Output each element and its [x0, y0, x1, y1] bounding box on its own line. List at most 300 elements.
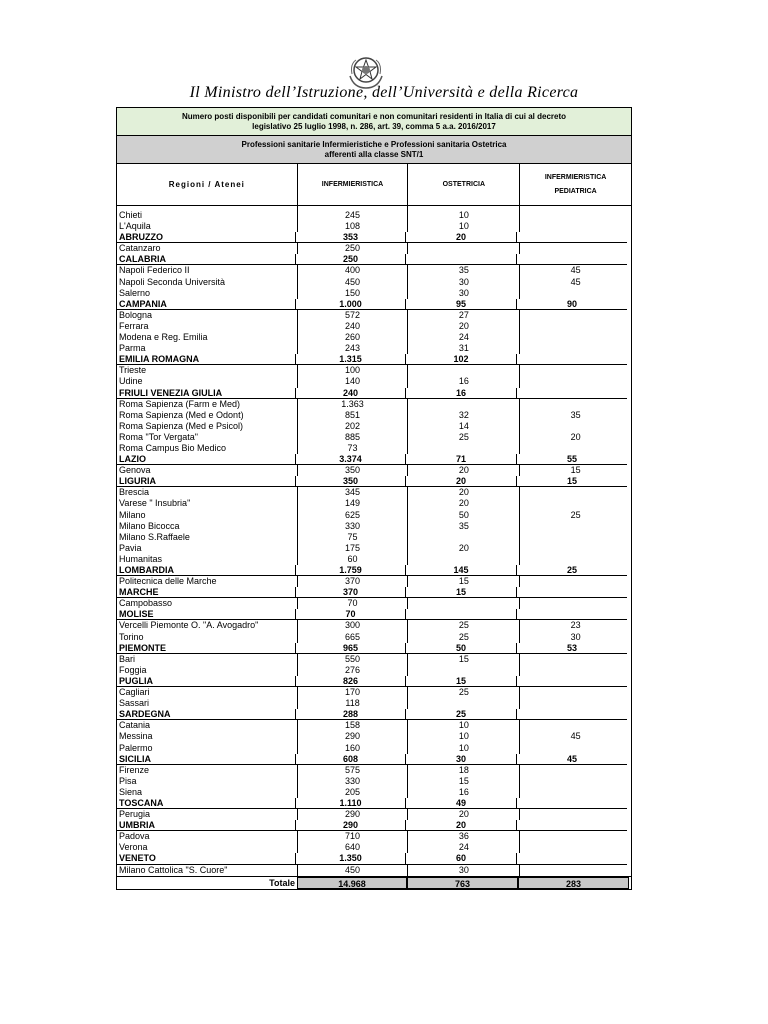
- cell-ateneo: FRIULI VENEZIA GIULIA: [117, 388, 295, 399]
- cell-ostetricia: 10: [407, 210, 519, 221]
- cell-infermieristica: 851: [297, 410, 408, 421]
- cell-ateneo: LIGURIA: [117, 476, 295, 487]
- cell-infermieristica: 370: [295, 587, 405, 598]
- cell-pediatrica: 90: [516, 299, 627, 310]
- cell-ostetricia: 16: [407, 787, 519, 798]
- cell-infermieristica: 250: [297, 243, 408, 254]
- cell-ostetricia: [407, 365, 519, 376]
- cell-ostetricia: 35: [407, 521, 519, 532]
- cell-ostetricia: 10: [407, 221, 519, 232]
- cell-ostetricia: 10: [407, 743, 519, 754]
- cell-infermieristica: 625: [297, 510, 408, 521]
- table-row: [117, 288, 631, 299]
- cell-ostetricia: 31: [407, 343, 519, 354]
- cell-infermieristica: 1.000: [295, 299, 405, 310]
- cell-infermieristica: 608: [295, 754, 405, 765]
- table-row: [117, 465, 631, 476]
- cell-ateneo: SARDEGNA: [117, 709, 295, 720]
- cell-ostetricia: 95: [405, 299, 516, 310]
- region-total-row: [117, 709, 631, 720]
- cell-ateneo: Campobasso: [119, 598, 173, 609]
- cell-ateneo: MOLISE: [117, 609, 295, 620]
- cell-pediatrica: [519, 243, 631, 254]
- table-row: [117, 443, 631, 454]
- cell-ateneo: Palermo: [119, 742, 153, 753]
- total-row: [117, 876, 631, 889]
- cell-infermieristica: 885: [297, 432, 408, 443]
- cell-ateneo: Messina: [119, 731, 153, 742]
- table-row: [117, 221, 631, 232]
- cell-ostetricia: 25: [407, 632, 519, 643]
- cell-infermieristica: 288: [295, 709, 405, 720]
- cell-pediatrica: [516, 254, 627, 265]
- cell-infermieristica: 73: [297, 443, 408, 454]
- table-row: [117, 332, 631, 343]
- cell-ateneo: SICILIA: [117, 754, 295, 765]
- cell-ateneo: Humanitas: [119, 553, 163, 564]
- table-row: [117, 243, 631, 254]
- cell-ostetricia: [407, 243, 519, 254]
- cell-ateneo: Modena e Reg. Emilia: [119, 332, 208, 343]
- table-row: [117, 632, 631, 643]
- cell-pediatrica: [516, 820, 627, 831]
- cell-infermieristica: 300: [297, 620, 408, 631]
- cell-ostetricia: 15: [405, 676, 516, 687]
- cell-ostetricia: 10: [407, 720, 519, 731]
- cell-ateneo: Parma: [119, 343, 146, 354]
- cell-pediatrica: 45: [519, 731, 631, 742]
- table-row: [117, 510, 631, 521]
- cell-pediatrica: 23: [519, 620, 631, 631]
- table-row: [117, 787, 631, 798]
- cell-ateneo: Napoli Seconda Università: [119, 276, 226, 287]
- cell-infermieristica: 350: [297, 465, 408, 476]
- cell-ateneo: Milano Bicocca: [119, 520, 180, 531]
- table-row: [117, 720, 631, 731]
- table-body: [117, 210, 631, 876]
- table-row: [117, 598, 631, 609]
- cell-infermieristica: 240: [297, 321, 408, 332]
- cell-infermieristica: 345: [297, 487, 408, 498]
- cell-pediatrica: [519, 532, 631, 543]
- cell-ostetricia: 15: [407, 776, 519, 787]
- cell-pediatrica: [519, 776, 631, 787]
- cell-ostetricia: 102: [405, 354, 516, 365]
- table-row: [117, 532, 631, 543]
- cell-pediatrica: [519, 365, 631, 376]
- cell-ateneo: Salerno: [119, 287, 151, 298]
- cell-pediatrica: [519, 831, 631, 842]
- cell-pediatrica: [519, 521, 631, 532]
- cell-pediatrica: [519, 654, 631, 665]
- cell-pediatrica: [519, 765, 631, 776]
- cell-ostetricia: [405, 254, 516, 265]
- cell-ateneo: Verona: [119, 842, 148, 853]
- cell-pediatrica: 55: [516, 454, 627, 465]
- cell-pediatrica: [516, 232, 627, 243]
- cell-infermieristica: 170: [297, 687, 408, 698]
- table-header-description: Numero posti disponibili per candidati comunitari e non comunitari residenti in Italia di cui al decreto legislativo 25 luglio 1998, n. 286, art. 39, comma 5 a.a. 2016/2017: [117, 108, 631, 136]
- cell-infermieristica: 118: [297, 698, 408, 709]
- cell-ostetricia: 25: [407, 687, 519, 698]
- cell-pediatrica: 30: [519, 632, 631, 643]
- cell-ateneo: Padova: [119, 831, 150, 842]
- cell-pediatrica: [519, 842, 631, 853]
- table-row: [117, 842, 631, 853]
- table-row: [117, 498, 631, 509]
- cell-ateneo: Chieti: [119, 210, 143, 220]
- cell-infermieristica: 100: [297, 365, 408, 376]
- cell-ostetricia: 16: [407, 376, 519, 387]
- cell-ateneo: Milano: [119, 509, 146, 520]
- cell-ateneo: PUGLIA: [117, 676, 295, 687]
- cell-pediatrica: [519, 421, 631, 432]
- cell-ostetricia: 10: [407, 731, 519, 742]
- cell-ateneo: EMILIA ROMAGNA: [117, 354, 295, 365]
- cell-ateneo: Cagliari: [119, 687, 150, 698]
- cell-pediatrica: [519, 598, 631, 609]
- region-total-row: [117, 476, 631, 487]
- cell-pediatrica: 45: [519, 277, 631, 288]
- total-label: Totale: [269, 877, 295, 888]
- table-row: [117, 576, 631, 587]
- cell-infermieristica: 330: [297, 776, 408, 787]
- region-total-row: [117, 254, 631, 265]
- cell-ateneo: ABRUZZO: [117, 232, 295, 243]
- cell-infermieristica: 290: [297, 731, 408, 742]
- cell-infermieristica: 965: [295, 643, 405, 654]
- region-total-row: [117, 587, 631, 598]
- region-total-row: [117, 354, 631, 365]
- cell-pediatrica: 20: [519, 432, 631, 443]
- cell-pediatrica: [516, 354, 627, 365]
- cell-pediatrica: [519, 321, 631, 332]
- cell-infermieristica: 710: [297, 831, 408, 842]
- cell-pediatrica: [516, 587, 627, 598]
- cell-pediatrica: [519, 787, 631, 798]
- cell-ostetricia: 15: [407, 576, 519, 587]
- cell-ateneo: Torino: [119, 631, 144, 642]
- cell-infermieristica: 350: [295, 476, 405, 487]
- table-row: [117, 765, 631, 776]
- cell-ateneo: CALABRIA: [117, 254, 295, 265]
- cell-ostetricia: 30: [407, 865, 519, 876]
- cell-ateneo: Milano S.Raffaele: [119, 531, 190, 542]
- cell-ostetricia: [407, 698, 519, 709]
- cell-ostetricia: 25: [407, 620, 519, 631]
- cell-pediatrica: [519, 443, 631, 454]
- cell-ateneo: Perugia: [119, 809, 151, 820]
- cell-infermieristica: 243: [297, 343, 408, 354]
- column-header-infermieristica: INFERMIERISTICA: [297, 164, 408, 205]
- cell-infermieristica: 70: [295, 609, 405, 620]
- cell-infermieristica: 250: [295, 254, 405, 265]
- cell-infermieristica: 149: [297, 498, 408, 509]
- cell-infermieristica: 160: [297, 743, 408, 754]
- cell-infermieristica: 260: [297, 332, 408, 343]
- cell-pediatrica: [519, 576, 631, 587]
- region-total-row: [117, 388, 631, 399]
- cell-ateneo: CAMPANIA: [117, 299, 295, 310]
- cell-pediatrica: [519, 698, 631, 709]
- cell-ostetricia: 50: [405, 643, 516, 654]
- cell-ostetricia: [407, 665, 519, 676]
- cell-infermieristica: 572: [297, 310, 408, 321]
- cell-ostetricia: [407, 598, 519, 609]
- region-total-row: [117, 820, 631, 831]
- total-ostetricia: 763: [407, 877, 518, 889]
- cell-ostetricia: 24: [407, 842, 519, 853]
- table-row: [117, 687, 631, 698]
- cell-ostetricia: [405, 609, 516, 620]
- cell-infermieristica: 70: [297, 598, 408, 609]
- cell-ostetricia: 20: [407, 321, 519, 332]
- cell-pediatrica: 35: [519, 410, 631, 421]
- column-header-ostetricia: OSTETRICIA: [407, 164, 519, 205]
- posti-table: [116, 107, 632, 890]
- table-row: [117, 654, 631, 665]
- cell-ateneo: PIEMONTE: [117, 643, 295, 654]
- table-row: [117, 399, 631, 410]
- cell-ateneo: Vercelli Piemonte O. "A. Avogadro": [119, 620, 259, 631]
- cell-ateneo: Siena: [119, 786, 143, 797]
- cell-infermieristica: 575: [297, 765, 408, 776]
- cell-infermieristica: 150: [297, 288, 408, 299]
- table-row: [117, 698, 631, 709]
- table-row: [117, 365, 631, 376]
- cell-infermieristica: 826: [295, 676, 405, 687]
- cell-ostetricia: 20: [407, 487, 519, 498]
- cell-infermieristica: 240: [295, 388, 405, 399]
- table-row: [117, 487, 631, 498]
- cell-pediatrica: [519, 665, 631, 676]
- table-row: [117, 343, 631, 354]
- cell-ostetricia: 25: [405, 709, 516, 720]
- table-row: [117, 321, 631, 332]
- cell-pediatrica: 15: [516, 476, 627, 487]
- cell-ateneo: UMBRIA: [117, 820, 295, 831]
- cell-pediatrica: [516, 853, 627, 864]
- cell-infermieristica: 290: [297, 809, 408, 820]
- cell-pediatrica: 45: [516, 754, 627, 765]
- cell-ostetricia: 25: [407, 432, 519, 443]
- cell-ateneo: Politecnica delle Marche: [119, 576, 217, 587]
- column-headers: [117, 164, 631, 206]
- cell-infermieristica: 158: [297, 720, 408, 731]
- cell-ostetricia: 71: [405, 454, 516, 465]
- table-row: [117, 809, 631, 820]
- cell-pediatrica: [516, 388, 627, 399]
- table-row: [117, 743, 631, 754]
- cell-pediatrica: [519, 399, 631, 410]
- cell-ateneo: Milano Cattolica "S. Cuore": [119, 864, 228, 875]
- cell-ostetricia: [407, 443, 519, 454]
- cell-ateneo: Sassari: [119, 698, 150, 709]
- table-row: [117, 543, 631, 554]
- cell-ostetricia: 15: [405, 587, 516, 598]
- region-total-row: [117, 299, 631, 310]
- cell-ateneo: Varese " Insubria": [119, 498, 191, 509]
- region-total-row: [117, 676, 631, 687]
- cell-infermieristica: 75: [297, 532, 408, 543]
- cell-pediatrica: [519, 687, 631, 698]
- cell-infermieristica: 290: [295, 820, 405, 831]
- cell-ateneo: Roma Sapienza (Farm e Med): [119, 398, 241, 409]
- total-pediatrica: 283: [518, 877, 629, 889]
- cell-pediatrica: [519, 720, 631, 731]
- region-total-row: [117, 798, 631, 809]
- cell-ostetricia: [407, 399, 519, 410]
- cell-ostetricia: 145: [405, 565, 516, 576]
- cell-ateneo: Firenze: [119, 764, 150, 775]
- cell-pediatrica: [519, 376, 631, 387]
- cell-ostetricia: 20: [405, 232, 516, 243]
- cell-infermieristica: 1.110: [295, 798, 405, 809]
- table-row: [117, 376, 631, 387]
- cell-ateneo: Catanzaro: [119, 243, 161, 254]
- cell-infermieristica: 276: [297, 665, 408, 676]
- table-row: [117, 421, 631, 432]
- cell-ateneo: Bologna: [119, 309, 153, 320]
- cell-pediatrica: [519, 332, 631, 343]
- table-row: [117, 665, 631, 676]
- cell-ostetricia: 24: [407, 332, 519, 343]
- cell-ateneo: LOMBARDIA: [117, 565, 295, 576]
- cell-infermieristica: 205: [297, 787, 408, 798]
- cell-ostetricia: 20: [405, 820, 516, 831]
- region-total-row: [117, 454, 631, 465]
- cell-infermieristica: 140: [297, 376, 408, 387]
- cell-infermieristica: 450: [297, 865, 408, 876]
- cell-ateneo: Brescia: [119, 487, 150, 498]
- table-row: [117, 210, 631, 221]
- cell-ostetricia: 49: [405, 798, 516, 809]
- cell-ostetricia: [407, 532, 519, 543]
- cell-ostetricia: 20: [407, 498, 519, 509]
- cell-infermieristica: 450: [297, 277, 408, 288]
- table-row: [117, 831, 631, 842]
- cell-ateneo: TOSCANA: [117, 798, 295, 809]
- cell-ostetricia: 20: [407, 543, 519, 554]
- cell-pediatrica: [519, 543, 631, 554]
- cell-ateneo: Roma "Tor Vergata": [119, 431, 198, 442]
- cell-ateneo: MARCHE: [117, 587, 295, 598]
- cell-infermieristica: 1.759: [295, 565, 405, 576]
- cell-pediatrica: [519, 343, 631, 354]
- cell-pediatrica: [519, 498, 631, 509]
- cell-pediatrica: 53: [516, 643, 627, 654]
- cell-infermieristica: 1.315: [295, 354, 405, 365]
- cell-pediatrica: [519, 809, 631, 820]
- cell-pediatrica: [516, 709, 627, 720]
- column-header-regioni: Regioni / Atenei: [168, 179, 245, 189]
- cell-infermieristica: 175: [297, 543, 408, 554]
- cell-ostetricia: 16: [405, 388, 516, 399]
- table-row: [117, 410, 631, 421]
- cell-ostetricia: 35: [407, 265, 519, 276]
- cell-ateneo: L'Aquila: [119, 221, 151, 232]
- region-total-row: [117, 754, 631, 765]
- table-row: [117, 432, 631, 443]
- cell-pediatrica: [516, 609, 627, 620]
- table-row: [117, 865, 631, 876]
- cell-infermieristica: 202: [297, 421, 408, 432]
- cell-ostetricia: 30: [407, 277, 519, 288]
- cell-infermieristica: 400: [297, 265, 408, 276]
- cell-pediatrica: [519, 554, 631, 565]
- cell-ateneo: Foggia: [119, 664, 147, 675]
- cell-infermieristica: 353: [295, 232, 405, 243]
- cell-ateneo: Roma Campus Bio Medico: [119, 442, 227, 453]
- table-row: [117, 310, 631, 321]
- cell-ateneo: Bari: [119, 653, 136, 664]
- cell-ateneo: Udine: [119, 376, 143, 387]
- region-total-row: [117, 609, 631, 620]
- cell-ateneo: Pisa: [119, 775, 137, 786]
- cell-pediatrica: 25: [519, 510, 631, 521]
- cell-infermieristica: 665: [297, 632, 408, 643]
- cell-infermieristica: 1.350: [295, 853, 405, 864]
- cell-ateneo: VENETO: [117, 853, 295, 864]
- table-row: [117, 731, 631, 742]
- cell-ostetricia: 18: [407, 765, 519, 776]
- cell-infermieristica: 3.374: [295, 454, 405, 465]
- cell-infermieristica: 640: [297, 842, 408, 853]
- cell-pediatrica: [519, 310, 631, 321]
- cell-ateneo: Roma Sapienza (Med e Psicol): [119, 420, 244, 431]
- cell-pediatrica: [519, 487, 631, 498]
- cell-ostetricia: 60: [405, 853, 516, 864]
- cell-ostetricia: 20: [407, 465, 519, 476]
- cell-ateneo: LAZIO: [117, 454, 295, 465]
- region-total-row: [117, 232, 631, 243]
- cell-pediatrica: [519, 210, 631, 221]
- cell-ostetricia: 15: [407, 654, 519, 665]
- cell-ateneo: Pavia: [119, 542, 142, 553]
- cell-ostetricia: 50: [407, 510, 519, 521]
- ministry-title: Il Ministro dell’Istruzione, dell’Università e della Ricerca: [189, 84, 579, 101]
- table-row: [117, 265, 631, 276]
- cell-pediatrica: 25: [516, 565, 627, 576]
- region-total-row: [117, 643, 631, 654]
- cell-ateneo: Roma Sapienza (Med e Odont): [119, 409, 244, 420]
- cell-ateneo: Ferrara: [119, 320, 149, 331]
- table-row: [117, 776, 631, 787]
- cell-ostetricia: 14: [407, 421, 519, 432]
- cell-pediatrica: [519, 865, 631, 876]
- cell-pediatrica: [519, 221, 631, 232]
- cell-ateneo: Napoli Federico II: [119, 265, 190, 276]
- cell-ostetricia: 30: [405, 754, 516, 765]
- table-row: [117, 521, 631, 532]
- cell-ateneo: Genova: [119, 465, 151, 476]
- cell-infermieristica: 330: [297, 521, 408, 532]
- table-header-professions: Professioni sanitarie Infermieristiche e Professioni sanitaria Ostetrica afferenti alla classe SNT/1: [117, 136, 631, 164]
- cell-pediatrica: [516, 798, 627, 809]
- table-row: [117, 620, 631, 631]
- column-header-pediatrica: INFERMIERISTICA PEDIATRICA: [519, 164, 631, 205]
- cell-infermieristica: 60: [297, 554, 408, 565]
- cell-ostetricia: 20: [407, 809, 519, 820]
- cell-infermieristica: 245: [297, 210, 408, 221]
- table-row: [117, 554, 631, 565]
- cell-pediatrica: [516, 676, 627, 687]
- region-total-row: [117, 853, 631, 864]
- cell-pediatrica: [519, 743, 631, 754]
- cell-ostetricia: 30: [407, 288, 519, 299]
- cell-infermieristica: 108: [297, 221, 408, 232]
- cell-infermieristica: 550: [297, 654, 408, 665]
